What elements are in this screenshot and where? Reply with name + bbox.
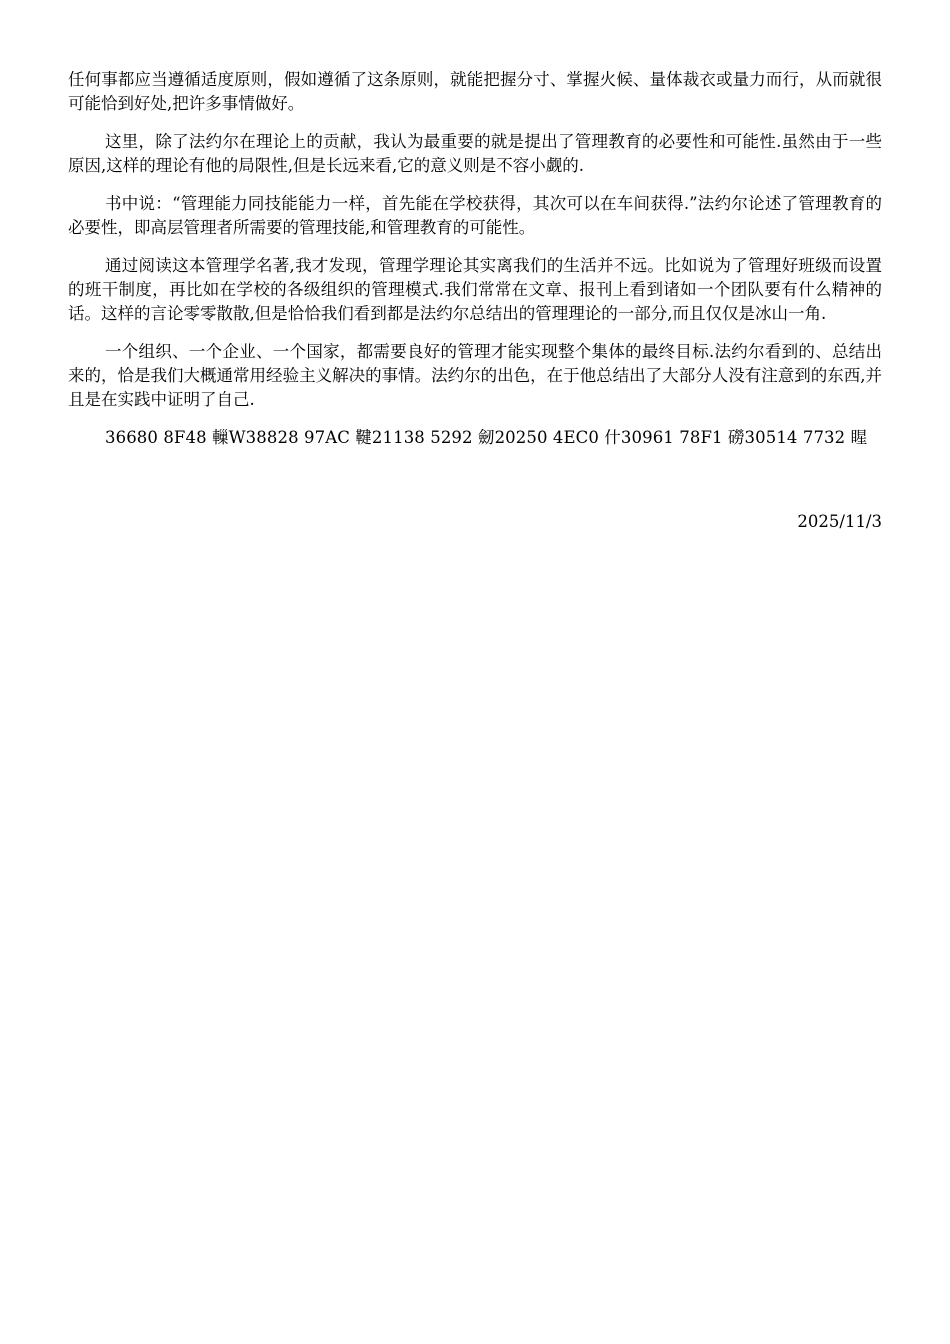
paragraph-2: 这里，除了法约尔在理论上的贡献，我认为最重要的就是提出了管理教育的必要性和可能性.虽然由于一些原因,这样的理论有他的局限性,但是长远来看,它的意义则是不容小觑的. xyxy=(68,132,882,175)
paragraph-1: 任何事都应当遵循适度原则，假如遵循了这条原则，就能把握分寸、掌握火候、量体裁衣或量力而行，从而就很可能恰到好处,把许多事情做好。 xyxy=(68,70,882,113)
document-body xyxy=(68,68,882,450)
code-line: 36680 8F48 轈W38828 97AC 鞬21138 5292 劒20250 4EC0 什30961 78F1 磱30514 7732 睲 xyxy=(105,428,868,447)
paragraph-3: 书中说：“管理能力同技能能力一样，首先能在学校获得，其次可以在车间获得.”法约尔论述了管理教育的必要性，即高层管理者所需要的管理技能,和管理教育的可能性。 xyxy=(68,194,882,237)
document-date: 2025/11/3 xyxy=(797,512,882,531)
paragraph-4: 通过阅读这本管理学名著,我才发现，管理学理论其实离我们的生活并不远。比如说为了管理好班级而设置的班干制度，再比如在学校的各级组织的管理模式.我们常常在文章、报刊上看到诸如一个团队要有什么精神的话。这样的言论零零散散,但是恰恰我们看到都是法约尔总结出的管理理论的一部分,而且仅仅是冰山一角. xyxy=(68,256,882,323)
paragraph-5: 一个组织、一个企业、一个国家，都需要良好的管理才能实现整个集体的最终目标.法约尔看到的、总结出来的，恰是我们大概通常用经验主义解决的事情。法约尔的出色，在于他总结出了大部分人没有注意到的东西,并且是在实践中证明了自己. xyxy=(68,342,882,409)
